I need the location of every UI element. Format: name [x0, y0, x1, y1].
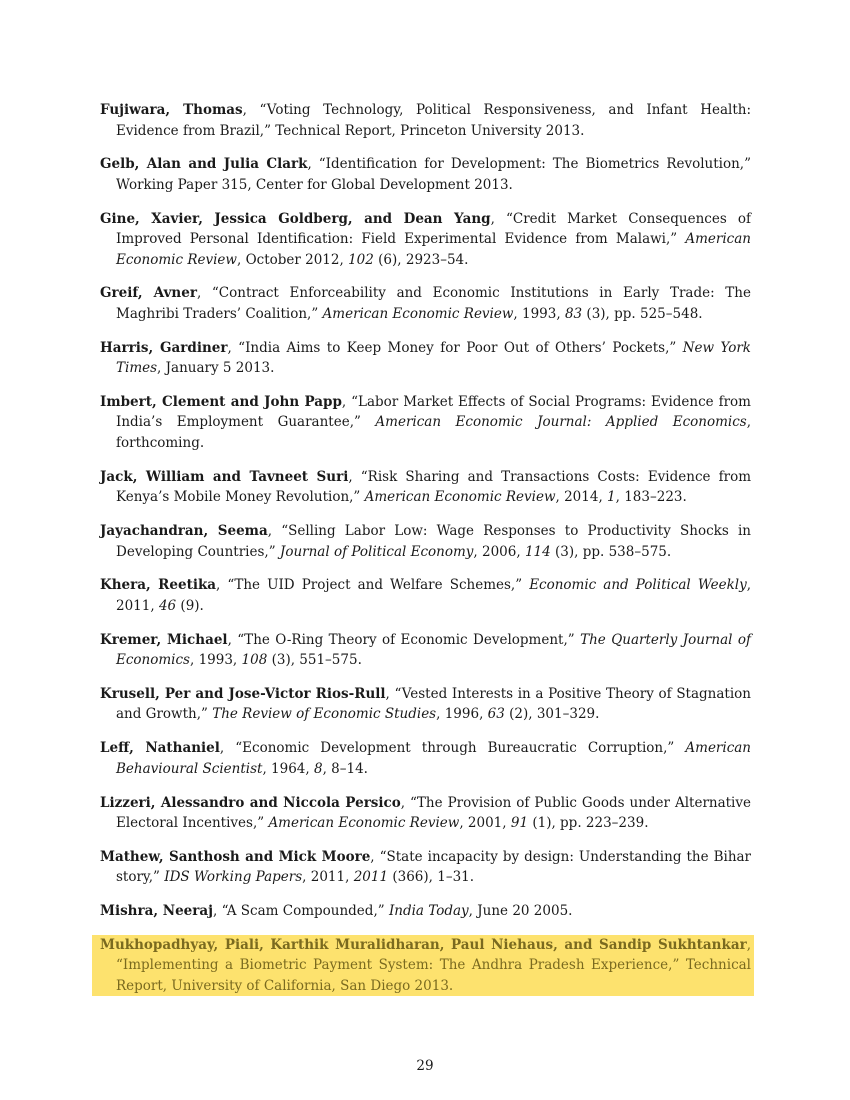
reference-authors: Krusell, Per and Jose-Victor Rios-Rull — [100, 685, 386, 702]
reference-text: (3), pp. 525–548. — [582, 305, 703, 322]
reference-item — [100, 283, 751, 324]
reference-item — [100, 209, 751, 271]
reference-authors: Lizzeri, Alessandro and Niccola Persico — [100, 794, 401, 811]
reference-authors: Gine, Xavier, Jessica Goldberg, and Dean Yang — [100, 210, 491, 227]
reference-text: , “Voting Technology, Political Responsiveness, and Infant Health: Evidence from Brazil,” Technical Report, Princeton University 2013. — [116, 102, 751, 139]
reference-item — [100, 793, 751, 834]
reference-item — [100, 100, 751, 141]
reference-text: (3), pp. 538–575. — [550, 543, 672, 560]
reference-venue: American Economic Review — [116, 231, 751, 268]
reference-volume: 63 — [487, 706, 505, 723]
reference-authors: Mathew, Santhosh and Mick Moore — [100, 848, 371, 865]
reference-volume: 83 — [564, 305, 583, 322]
reference-item — [100, 467, 751, 508]
reference-item — [100, 738, 751, 779]
reference-text: , “Risk Sharing and Transactions Costs: Evidence from Kenya’s Mobile Money Revolution,” — [116, 468, 751, 506]
reference-item — [100, 630, 751, 671]
reference-venue: American Behavioural Scientist — [116, 740, 752, 777]
reference-text: , “A Scam Compounded,” — [213, 903, 389, 920]
reference-text: , 1993, — [513, 305, 565, 322]
reference-volume: 1 — [607, 489, 616, 506]
reference-text: , “Identification for Development: The Biometrics Revolution,” Working Paper 315, Center for Global Development 2013. — [116, 156, 752, 193]
reference-authors: Jack, William and Tavneet Suri — [100, 468, 349, 485]
reference-text: , “Credit Market Consequences of Improved Personal Identification: Field Experimental Evidence from Malawi,” — [116, 210, 751, 248]
reference-text: , October 2012, — [236, 251, 349, 268]
reference-text: , “The O-Ring Theory of Economic Development,” — [227, 631, 581, 648]
reference-text: , “Vested Interests in a Positive Theory of Stagnation and Growth,” — [116, 685, 751, 723]
reference-text: , June 20 2005. — [468, 903, 573, 920]
reference-authors: Fujiwara, Thomas — [100, 102, 243, 118]
highlighted-reference-item — [92, 935, 754, 997]
reference-venue: American Economic Review — [268, 815, 460, 832]
reference-text: (9). — [176, 597, 204, 614]
reference-authors: Jayachandran, Seema — [100, 523, 268, 540]
reference-text: , 183–223. — [615, 489, 687, 506]
reference-venue: New York Times — [116, 339, 751, 377]
reference-text: , 2011, — [302, 869, 354, 886]
reference-text: , “The Provision of Public Goods under Alternative Electoral Incentives,” — [116, 794, 751, 832]
reference-item — [100, 338, 751, 379]
reference-text: (2), 301–329. — [504, 706, 600, 723]
reference-text: , 8–14. — [322, 760, 368, 777]
reference-text: , “State incapacity by design: Understanding the Bihar story,” — [116, 848, 752, 886]
reference-text: (1), pp. 223–239. — [528, 815, 649, 832]
reference-volume: 91 — [510, 815, 529, 832]
reference-item — [100, 521, 751, 562]
reference-item — [100, 847, 751, 888]
reference-list — [100, 100, 751, 1010]
reference-authors: Leff, Nathaniel — [100, 740, 220, 757]
reference-venue: IDS Working Papers — [164, 869, 303, 886]
reference-item — [100, 684, 751, 725]
reference-text: , “Implementing a Biometric Payment System: The Andhra Pradesh Experience,” Technical Report, University of California, San Diego 2013. — [116, 936, 751, 994]
reference-venue: Journal of Political Economy — [279, 543, 474, 560]
reference-text: (3), 551–575. — [267, 652, 362, 669]
reference-venue: American Economic Journal: Applied Economics — [375, 414, 747, 431]
reference-text: , January 5 2013. — [157, 360, 275, 377]
reference-venue: India Today — [388, 903, 469, 920]
reference-authors: Gelb, Alan and Julia Clark — [100, 156, 308, 173]
reference-volume: 8 — [313, 760, 323, 777]
reference-venue: Economic and Political Weekly — [529, 577, 747, 594]
reference-venue: American Economic Review — [364, 489, 556, 506]
reference-venue: American Economic Review — [322, 305, 514, 322]
reference-text: , 1993, — [189, 652, 242, 669]
reference-volume: 46 — [158, 597, 177, 614]
reference-authors: Mishra, Neeraj — [100, 903, 214, 920]
reference-item — [100, 392, 751, 454]
reference-text: , 2011, — [116, 577, 751, 614]
reference-text: (366), 1–31. — [388, 869, 475, 886]
page-number: 29 — [416, 1058, 434, 1074]
reference-text: , “Selling Labor Low: Wage Responses to Productivity Shocks in Developing Countries,” — [116, 523, 751, 560]
reference-volume: 2011 — [353, 869, 389, 886]
reference-text: , “India Aims to Keep Money for Poor Out of Others’ Pockets,” — [227, 339, 683, 356]
reference-text: , 2014, — [555, 489, 608, 506]
reference-text: , “Economic Development through Bureaucratic Corruption,” — [219, 740, 686, 757]
reference-authors: Greif, Avner — [100, 285, 197, 302]
reference-text: (6), 2923–54. — [373, 251, 469, 268]
reference-text: , 2006, — [473, 543, 525, 560]
reference-text: , 1964, — [262, 760, 314, 777]
reference-volume: 114 — [524, 543, 551, 560]
reference-item — [100, 901, 751, 922]
reference-authors: Kremer, Michael — [100, 631, 228, 648]
reference-text: , “Labor Market Effects of Social Programs: Evidence from India’s Employment Guarantee,” — [116, 393, 751, 431]
reference-venue: The Review of Economic Studies — [212, 706, 437, 723]
reference-venue: The Quarterly Journal of Economics — [116, 631, 752, 669]
reference-item — [100, 575, 751, 616]
reference-authors: Harris, Gardiner — [100, 339, 228, 356]
reference-authors: Khera, Reetika — [100, 577, 217, 594]
reference-authors: Imbert, Clement and John Papp — [100, 393, 342, 410]
reference-volume: 108 — [241, 652, 268, 669]
reference-text: , “Contract Enforceability and Economic Institutions in Early Trade: The Maghribi Traders’ Coalition,” — [116, 285, 751, 322]
reference-item — [100, 154, 751, 195]
reference-text: , “The UID Project and Welfare Schemes,” — [216, 577, 530, 594]
reference-text: , 2001, — [459, 815, 511, 832]
reference-text: , forthcoming. — [116, 414, 751, 451]
reference-volume: 102 — [348, 251, 374, 268]
reference-authors: Mukhopadhyay, Piali, Karthik Muralidharan, Paul Niehaus, and Sandip Sukhtankar — [100, 936, 747, 953]
reference-text: , 1996, — [436, 706, 488, 723]
